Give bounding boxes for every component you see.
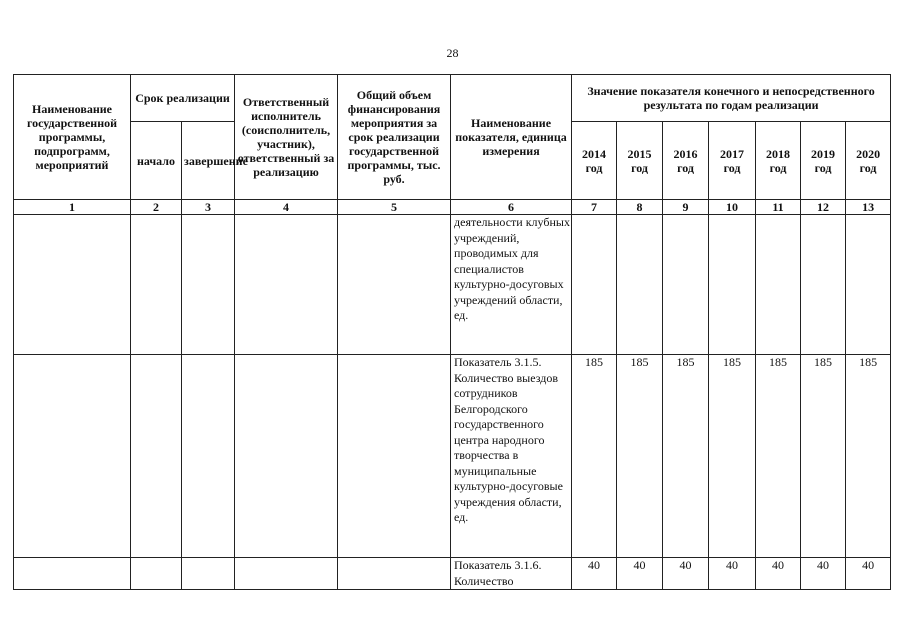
value-cell <box>663 215 709 355</box>
column-number: 6 <box>451 200 572 215</box>
indicator-cell: Показатель 3.1.6. Количество <box>451 558 572 590</box>
value-cell <box>801 215 846 355</box>
column-number: 7 <box>572 200 617 215</box>
header-year-2014: 2014 год <box>572 122 617 200</box>
value-cell: 185 <box>756 355 801 558</box>
header-year-2015: 2015 год <box>617 122 663 200</box>
indicators-table <box>13 74 891 590</box>
start-cell <box>131 558 182 590</box>
header-responsible: Ответственный исполнитель (соисполнитель, участник), ответственный за реализацию <box>235 75 338 200</box>
header-funding: Общий объем финансирования мероприятия за срок реализации государственной программы, тыс. руб. <box>338 75 451 200</box>
value-cell: 40 <box>801 558 846 590</box>
funding-cell <box>338 355 451 558</box>
value-cell: 185 <box>709 355 756 558</box>
column-number: 8 <box>617 200 663 215</box>
header-year-2018: 2018 год <box>756 122 801 200</box>
value-cell: 185 <box>663 355 709 558</box>
header-year-2017: 2017 год <box>709 122 756 200</box>
header-start: начало <box>131 122 182 200</box>
column-number: 10 <box>709 200 756 215</box>
column-number: 2 <box>131 200 182 215</box>
table-header <box>14 75 891 215</box>
header-year-2016: 2016 год <box>663 122 709 200</box>
value-cell <box>846 215 891 355</box>
value-cell: 185 <box>572 355 617 558</box>
responsible-cell <box>235 355 338 558</box>
value-cell: 40 <box>709 558 756 590</box>
end-cell <box>182 355 235 558</box>
header-year-2020: 2020 год <box>846 122 891 200</box>
indicator-cell: деятельности клубных учреждений, проводимых для специалистов культурно-досуговых учреждений области, ед. <box>451 215 572 355</box>
funding-cell <box>338 215 451 355</box>
column-number: 1 <box>14 200 131 215</box>
header-program-name: Наименование государственной программы, подпрограмм, мероприятий <box>14 75 131 200</box>
responsible-cell <box>235 215 338 355</box>
column-number: 12 <box>801 200 846 215</box>
value-cell <box>709 215 756 355</box>
value-cell <box>617 215 663 355</box>
indicator-cell: Показатель 3.1.5. Количество выездов сотрудников Белгородского государственного центра народного творчества в муниципальные культурно-досуговые учреждения области, ед. <box>451 355 572 558</box>
funding-cell <box>338 558 451 590</box>
table-row <box>14 558 891 590</box>
value-cell: 40 <box>756 558 801 590</box>
table-body <box>14 215 891 590</box>
value-cell <box>756 215 801 355</box>
header-values-by-year: Значение показателя конечного и непосредственного результата по годам реализации <box>572 75 891 122</box>
value-cell <box>572 215 617 355</box>
value-cell: 40 <box>572 558 617 590</box>
end-cell <box>182 215 235 355</box>
end-cell <box>182 558 235 590</box>
table-row <box>14 355 891 558</box>
page-number: 28 <box>446 46 459 60</box>
value-cell: 40 <box>663 558 709 590</box>
value-cell: 185 <box>846 355 891 558</box>
column-number: 13 <box>846 200 891 215</box>
value-cell: 185 <box>801 355 846 558</box>
header-term: Срок реализации <box>131 75 235 122</box>
start-cell <box>131 355 182 558</box>
program-name-cell <box>14 558 131 590</box>
header-year-2019: 2019 год <box>801 122 846 200</box>
table-row <box>14 215 891 355</box>
column-number: 9 <box>663 200 709 215</box>
column-number: 11 <box>756 200 801 215</box>
column-number: 4 <box>235 200 338 215</box>
value-cell: 40 <box>846 558 891 590</box>
start-cell <box>131 215 182 355</box>
program-name-cell <box>14 215 131 355</box>
value-cell: 185 <box>617 355 663 558</box>
value-cell: 40 <box>617 558 663 590</box>
program-name-cell <box>14 355 131 558</box>
column-number: 3 <box>182 200 235 215</box>
header-indicator: Наименование показателя, единица измерения <box>451 75 572 200</box>
column-number: 5 <box>338 200 451 215</box>
header-end: завершение <box>182 122 235 200</box>
column-numbers-row <box>14 200 891 215</box>
responsible-cell <box>235 558 338 590</box>
